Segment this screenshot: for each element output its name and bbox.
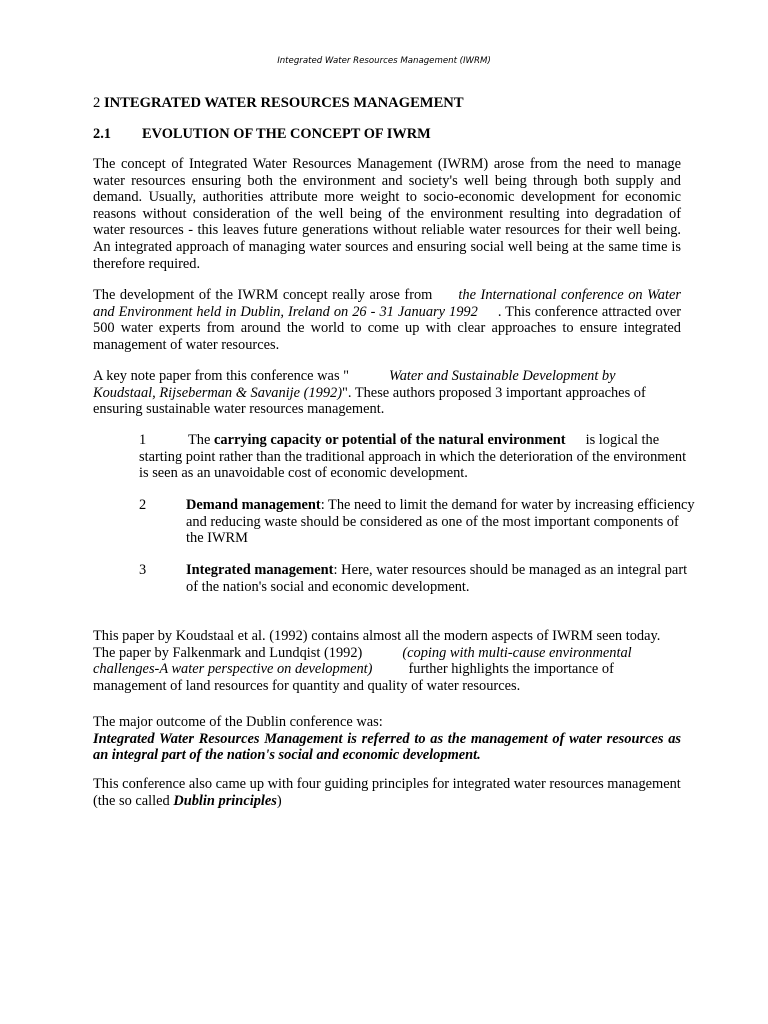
list-item-bold: Integrated management: [186, 562, 334, 578]
paragraph-dublin-lead: The development of the IWRM concept really arose from: [93, 287, 433, 303]
paragraph-falkenmark-italic: (coping with multi-cause environmental challenges-A water perspective on development): [93, 644, 632, 678]
paragraph-principles-bold-italic: Dublin principles: [173, 792, 277, 809]
paragraph-outcome: [93, 714, 681, 764]
paragraph-key-note-tail: ". These authors proposed 3 important approaches of ensuring sustainable water resources management.: [93, 384, 646, 418]
list-item-text: Demand management: The need to limit the demand for water by increasing efficiency and reducing waste should be considered as one of the most important components of the IWRM: [186, 497, 695, 547]
list-item-text: The carrying capacity or potential of the natural environment is logical the starting point rather than the traditional approach in which the deterioration of the environment is seen as an unavoidable cost of economic development.: [139, 432, 687, 482]
paragraph-concept: The concept of Integrated Water Resources Management (IWRM) arose from the need to manage water resources ensuring both the environment and society's well being through both supply and demand. Usually, authorities attribute more weight to socio-economic development for economic reasons without consideration of the well being of the environment resulting into degradation of water resources - this leaves future generations without reliable water resources for their well being. An integrated approach of managing water sources and ensuring social well being at the same time is therefore required.: [93, 156, 681, 272]
paragraph-dublin-tail: . This conference attracted over 500 water experts from around the world to come up with clear approaches to ensure integrated management of water resources.: [93, 303, 681, 353]
list-item-number: 1: [139, 432, 147, 448]
paragraph-falkenmark: [93, 628, 681, 694]
list-item: [139, 497, 699, 547]
section-title: INTEGRATED WATER RESOURCES MANAGEMENT: [103, 95, 464, 111]
subsection-heading: [93, 126, 681, 143]
paragraph-dublin-conference: [93, 287, 681, 353]
list-item: [139, 562, 699, 595]
paragraph-falkenmark-tail: further highlights the importance of management of land resources for quantity and quality of water resources.: [93, 661, 614, 694]
section-heading: [93, 95, 681, 112]
list-item-bold: Demand management: [186, 497, 321, 513]
subsection-number: 2.1: [93, 126, 111, 142]
paragraph-key-note: [93, 368, 681, 418]
list-item: [139, 432, 699, 482]
paragraph-falkenmark-lead: This paper by Koudstaal et al. (1992) contains almost all the modern aspects of IWRM seen today. The paper by Falkenmark and Lundqist (1992): [93, 628, 661, 661]
paragraph-key-note-lead: A key note paper from this conference was ": [93, 368, 350, 384]
running-header: Integrated Water Resources Management (IWRM): [277, 56, 491, 66]
paragraph-principles-tail: ): [276, 792, 282, 809]
paragraph-outcome-definition: Integrated Water Resources Management is referred to as the management of water resources as an integral part of the nation's social and economic development.: [93, 730, 681, 764]
list-item-number: 2: [139, 497, 147, 513]
list-item-number: 3: [139, 562, 147, 578]
list-item-text: Integrated management: Here, water resources should be managed as an integral part of the nation's social and economic development.: [186, 562, 688, 595]
section-number: 2: [93, 95, 101, 111]
paragraph-dublin-italic: the International conference on Water and Environment held in Dublin, Ireland on 26 - 31 January 1992: [93, 287, 681, 320]
paragraph-principles-lead: This conference also came up with four guiding principles for integrated water resources management (the so called: [93, 776, 681, 809]
list-item-bold: carrying capacity or potential of the natural environment: [213, 432, 566, 448]
paragraph-key-note-italic: Water and Sustainable Development by Koudstaal, Rijseberman & Savanije (1992): [93, 368, 616, 401]
paragraph-principles: [93, 776, 681, 809]
paragraph-outcome-lead: The major outcome of the Dublin conference was:: [93, 714, 383, 730]
subsection-title: EVOLUTION OF THE CONCEPT OF IWRM: [142, 126, 431, 142]
